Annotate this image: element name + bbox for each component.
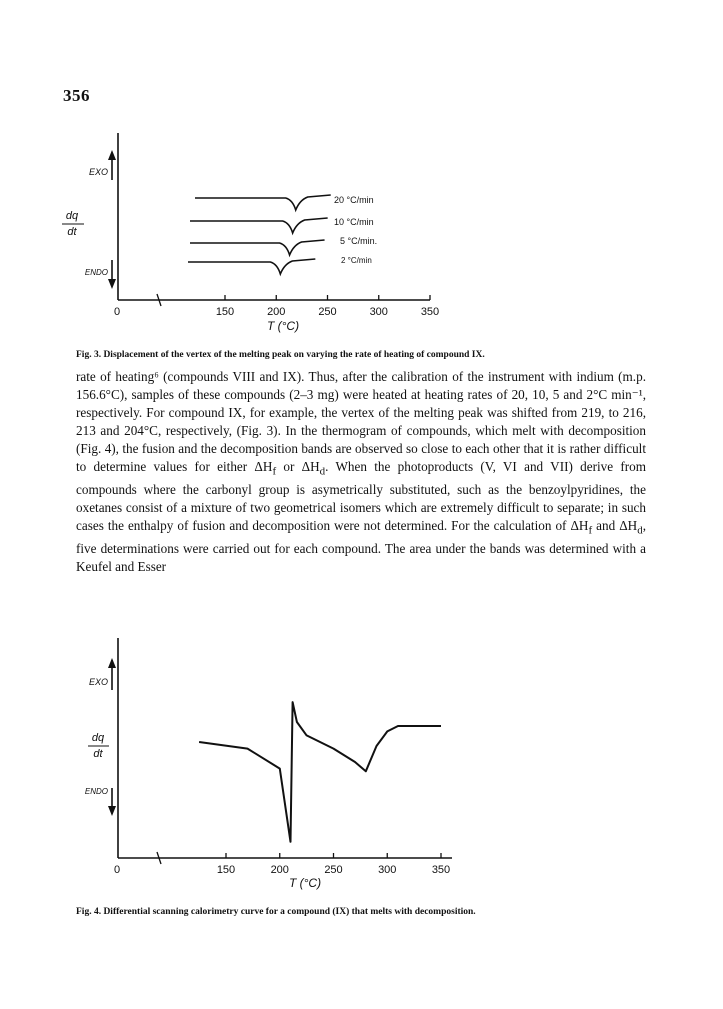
figure-4-caption: Fig. 4. Differential scanning calorimetry curve for a compound (IX) that melts with decomposition. xyxy=(76,907,476,917)
x-tick-label-4: 200 xyxy=(270,864,289,876)
x-tick-label: 0 xyxy=(113,306,121,318)
curve-label-20: 20 °C/min xyxy=(334,195,374,205)
x-tick-label-4: 0 xyxy=(113,864,121,876)
y-label-endo-4: ENDO xyxy=(84,787,108,796)
curve-label-10: 10 °C/min xyxy=(334,217,374,227)
curve-label-2: 2 °C/min xyxy=(341,256,372,265)
exo-arrow-head-4 xyxy=(108,658,116,668)
curve-label-5: 5 °C/min. xyxy=(340,236,378,246)
x-tick-label: 150 xyxy=(215,306,235,318)
x-tick-label-4: 150 xyxy=(216,864,236,876)
y-label-endo: ENDO xyxy=(84,268,108,277)
subscript: d xyxy=(637,525,643,538)
x-axis-ticks-4 xyxy=(114,852,450,876)
y-label-dt-4: dt xyxy=(93,748,103,760)
figure-3-caption: Fig. 3. Displacement of the vertex of the melting peak on varying the rate of heating of compound IX. xyxy=(76,350,485,360)
y-label-exo: EXO xyxy=(88,167,108,177)
x-tick-label: 350 xyxy=(420,306,440,318)
subscript: d xyxy=(319,466,326,479)
subscript: f xyxy=(588,525,593,538)
x-tick-label-4: 300 xyxy=(378,864,397,876)
x-tick-label: 250 xyxy=(318,306,337,318)
y-label-dt: dt xyxy=(67,226,77,238)
y-label-dq-4: dq xyxy=(91,732,105,744)
x-axis-title-4: T (°C) xyxy=(288,876,322,890)
body-paragraph: rate of heating⁶ (compounds VIII and IX). Thus, after the calibration of the instrument with indium (m.p. 156.6°C), samples of these compounds (2–3 mg) were heated at heating rates of 20, 10, 5 and 2°C min⁻¹, respectively. For compound IX, for example, the vertex of the melting peak was shifted from 219, to 216, 213 and 204°C, respectively, (Fig. 3). In the thermogram of compounds, which melt with decomposition (Fig. 4), the fusion and the decomposition bands are observed so close to each other that it is rather difficult to determine values for either $\Delta H_f$ or $\Delta H_d$. When the photoproducts (V, VI and VII) derive from compounds where the carbonyl group is asymetrically substituted, such as the benzoylpyridines, the oxetanes consist of a mixture of two geometrical isomers which are extremely difficult to separate; in such cases the enthalpy of fusion and decomposition were not determined. For the calculation of $\Delta H_f$ and $\Delta H_d$, five determinations were carried out for each compound. The area under the bands was determined with a Keufel and Esser xyxy=(76,369,646,575)
x-tick-label-4: 350 xyxy=(431,864,451,876)
x-tick-label: 300 xyxy=(369,306,388,318)
endo-arrow-head-4 xyxy=(108,806,116,816)
y-label-exo-4: EXO xyxy=(88,677,108,687)
page-number: 356 xyxy=(63,86,90,105)
x-axis-title: T (°C) xyxy=(266,319,300,333)
dsc-curve xyxy=(199,702,441,842)
y-label-dq: dq xyxy=(65,210,79,222)
subscript: f xyxy=(272,466,277,479)
x-tick-label-4: 250 xyxy=(324,864,343,876)
x-tick-label: 200 xyxy=(267,306,286,318)
